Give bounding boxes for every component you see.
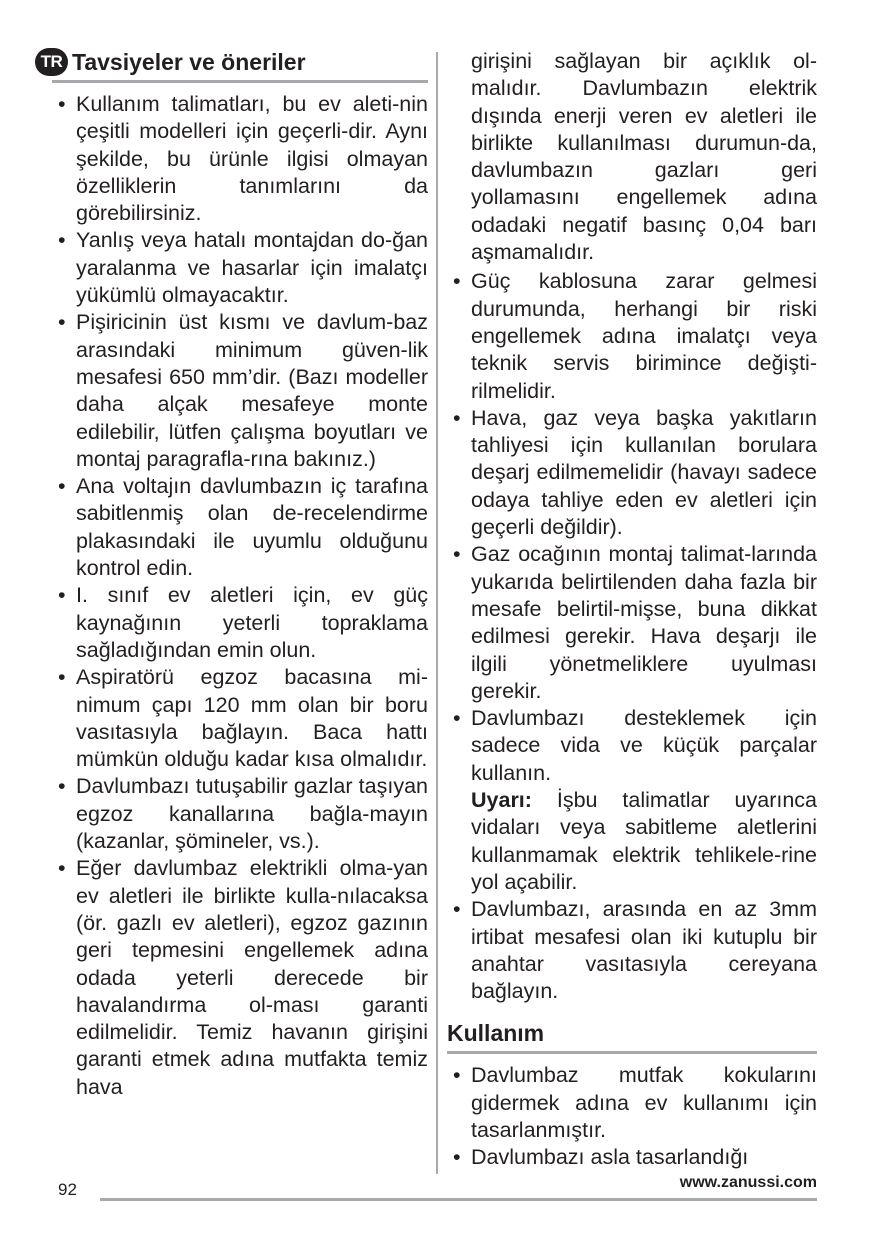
footer-rule — [100, 1198, 817, 1201]
continued-paragraph: girişini sağlayan bir açıklık ol-malıdır. Davlumbazın elektrik dışında enerji veren ev aletleri ile birlikte kullanılması durumun-da, davlumbazın gazları geri yollamasını engellemek adına odadaki negatif basınç 0,04 barı aşmamalıdır. — [471, 49, 817, 265]
usage-title: Kullanım — [447, 1020, 545, 1047]
page-number: 92 — [58, 1180, 77, 1199]
list-item: • Gaz ocağının montaj talimat-larında yukarıda belirtilenden daha fazla bir mesafe belirtil-mişse, buna dikkat edilmesi gerekir. Hava deşarjı ile ilgili yönetmeliklere uyulması gerekir. — [447, 541, 817, 705]
recommendations-list-end — [447, 896, 817, 1005]
usage-header — [447, 1019, 817, 1054]
left-column — [40, 48, 428, 1101]
list-item: • Eğer davlumbaz elektrikli olma-yan ev aletleri ile birlikte kulla-nılacaksa (ör. gazlı ev aletleri), egzoz gazının geri tepmesini engellemek adına odada yeterli derecede bir havalandırma ol-ması garanti edilmelidir. Temiz havanın girişini garanti etmek adına mutfakta temiz hava — [52, 855, 428, 1101]
section-header — [40, 48, 428, 83]
language-badge: TR — [35, 48, 68, 76]
recommendations-list — [52, 91, 428, 1101]
warning-note — [447, 787, 817, 896]
recommendations-list-continued — [447, 268, 817, 787]
section-title: Tavsiyeler ve öneriler — [72, 49, 306, 75]
right-column — [447, 48, 817, 1172]
column-divider — [436, 52, 438, 1174]
list-item: • Kullanım talimatları, bu ev aleti-nin çeşitli modelleri için geçerli-dir. Aynı şekilde, bu ürünle ilgisi olmayan özelliklerin tanımlarını da görebilirsiniz. — [52, 91, 428, 227]
website-link[interactable]: www.zanussi.com — [679, 1174, 817, 1191]
list-item: • Güç kablosuna zarar gelmesi durumunda, herhangi bir riski engellemek adına imalatçı veya teknik servis birimince değişti-rilmelidir. — [447, 268, 817, 404]
list-item: • Davlumbazı desteklemek için sadece vida ve küçük parçalar kullanın. — [447, 705, 817, 787]
list-item: • Davlumbazı asla tasarlandığı — [447, 1144, 817, 1171]
list-item: • Ana voltajın davlumbazın iç tarafına sabitlenmiş olan de-recelendirme plakasındaki ile uyumlu olduğunu kontrol edin. — [52, 473, 428, 582]
list-item: • Davlumbaz mutfak kokularını gidermek adına ev kullanımı için tasarlanmıştır. — [447, 1062, 817, 1144]
list-item: • Hava, gaz veya başka yakıtların tahliyesi için kullanılan borulara deşarj edilmemelidir (havayı sadece odaya tahliye eden ev aletleri için geçerli değildir). — [447, 405, 817, 541]
usage-list — [447, 1062, 817, 1171]
list-item: • Pişiricinin üst kısmı ve davlum-baz arasındaki minimum güven-lik mesafesi 650 mm’dir. (Bazı modeller daha alçak mesafeye monte edilebilir, lütfen çalışma boyutları ve montaj paragrafla-rına bakınız.) — [52, 309, 428, 473]
list-item: • Davlumbazı tutuşabilir gazlar taşıyan egzoz kanallarına bağla-mayın (kazanlar, şömineler, vs.). — [52, 773, 428, 855]
list-item: • Yanlış veya hatalı montajdan do-ğan yaralanma ve hasarlar için imalatçı yükümlü olmayacaktır. — [52, 227, 428, 309]
warning-text: İşbu talimatlar uyarınca vidaları veya sabitleme aletlerini kullanmamak elektrik tehlikele-rine yol açabilir. — [471, 788, 817, 894]
list-item: • Davlumbazı, arasında en az 3mm irtibat mesafesi olan iki kutuplu bir anahtar vasıtasıyla cereyana bağlayın. — [447, 896, 817, 1005]
warning-label: Uyarı: — [471, 788, 532, 813]
list-item: • I. sınıf ev aletleri için, ev güç kaynağının yeterli topraklama sağladığından emin olun. — [52, 582, 428, 664]
list-item: • Aspiratörü egzoz bacasına mi-nimum çapı 120 mm olan bir boru vasıtasıyla bağlayın. Baca hattı mümkün olduğu kadar kısa olmalıdır. — [52, 664, 428, 773]
